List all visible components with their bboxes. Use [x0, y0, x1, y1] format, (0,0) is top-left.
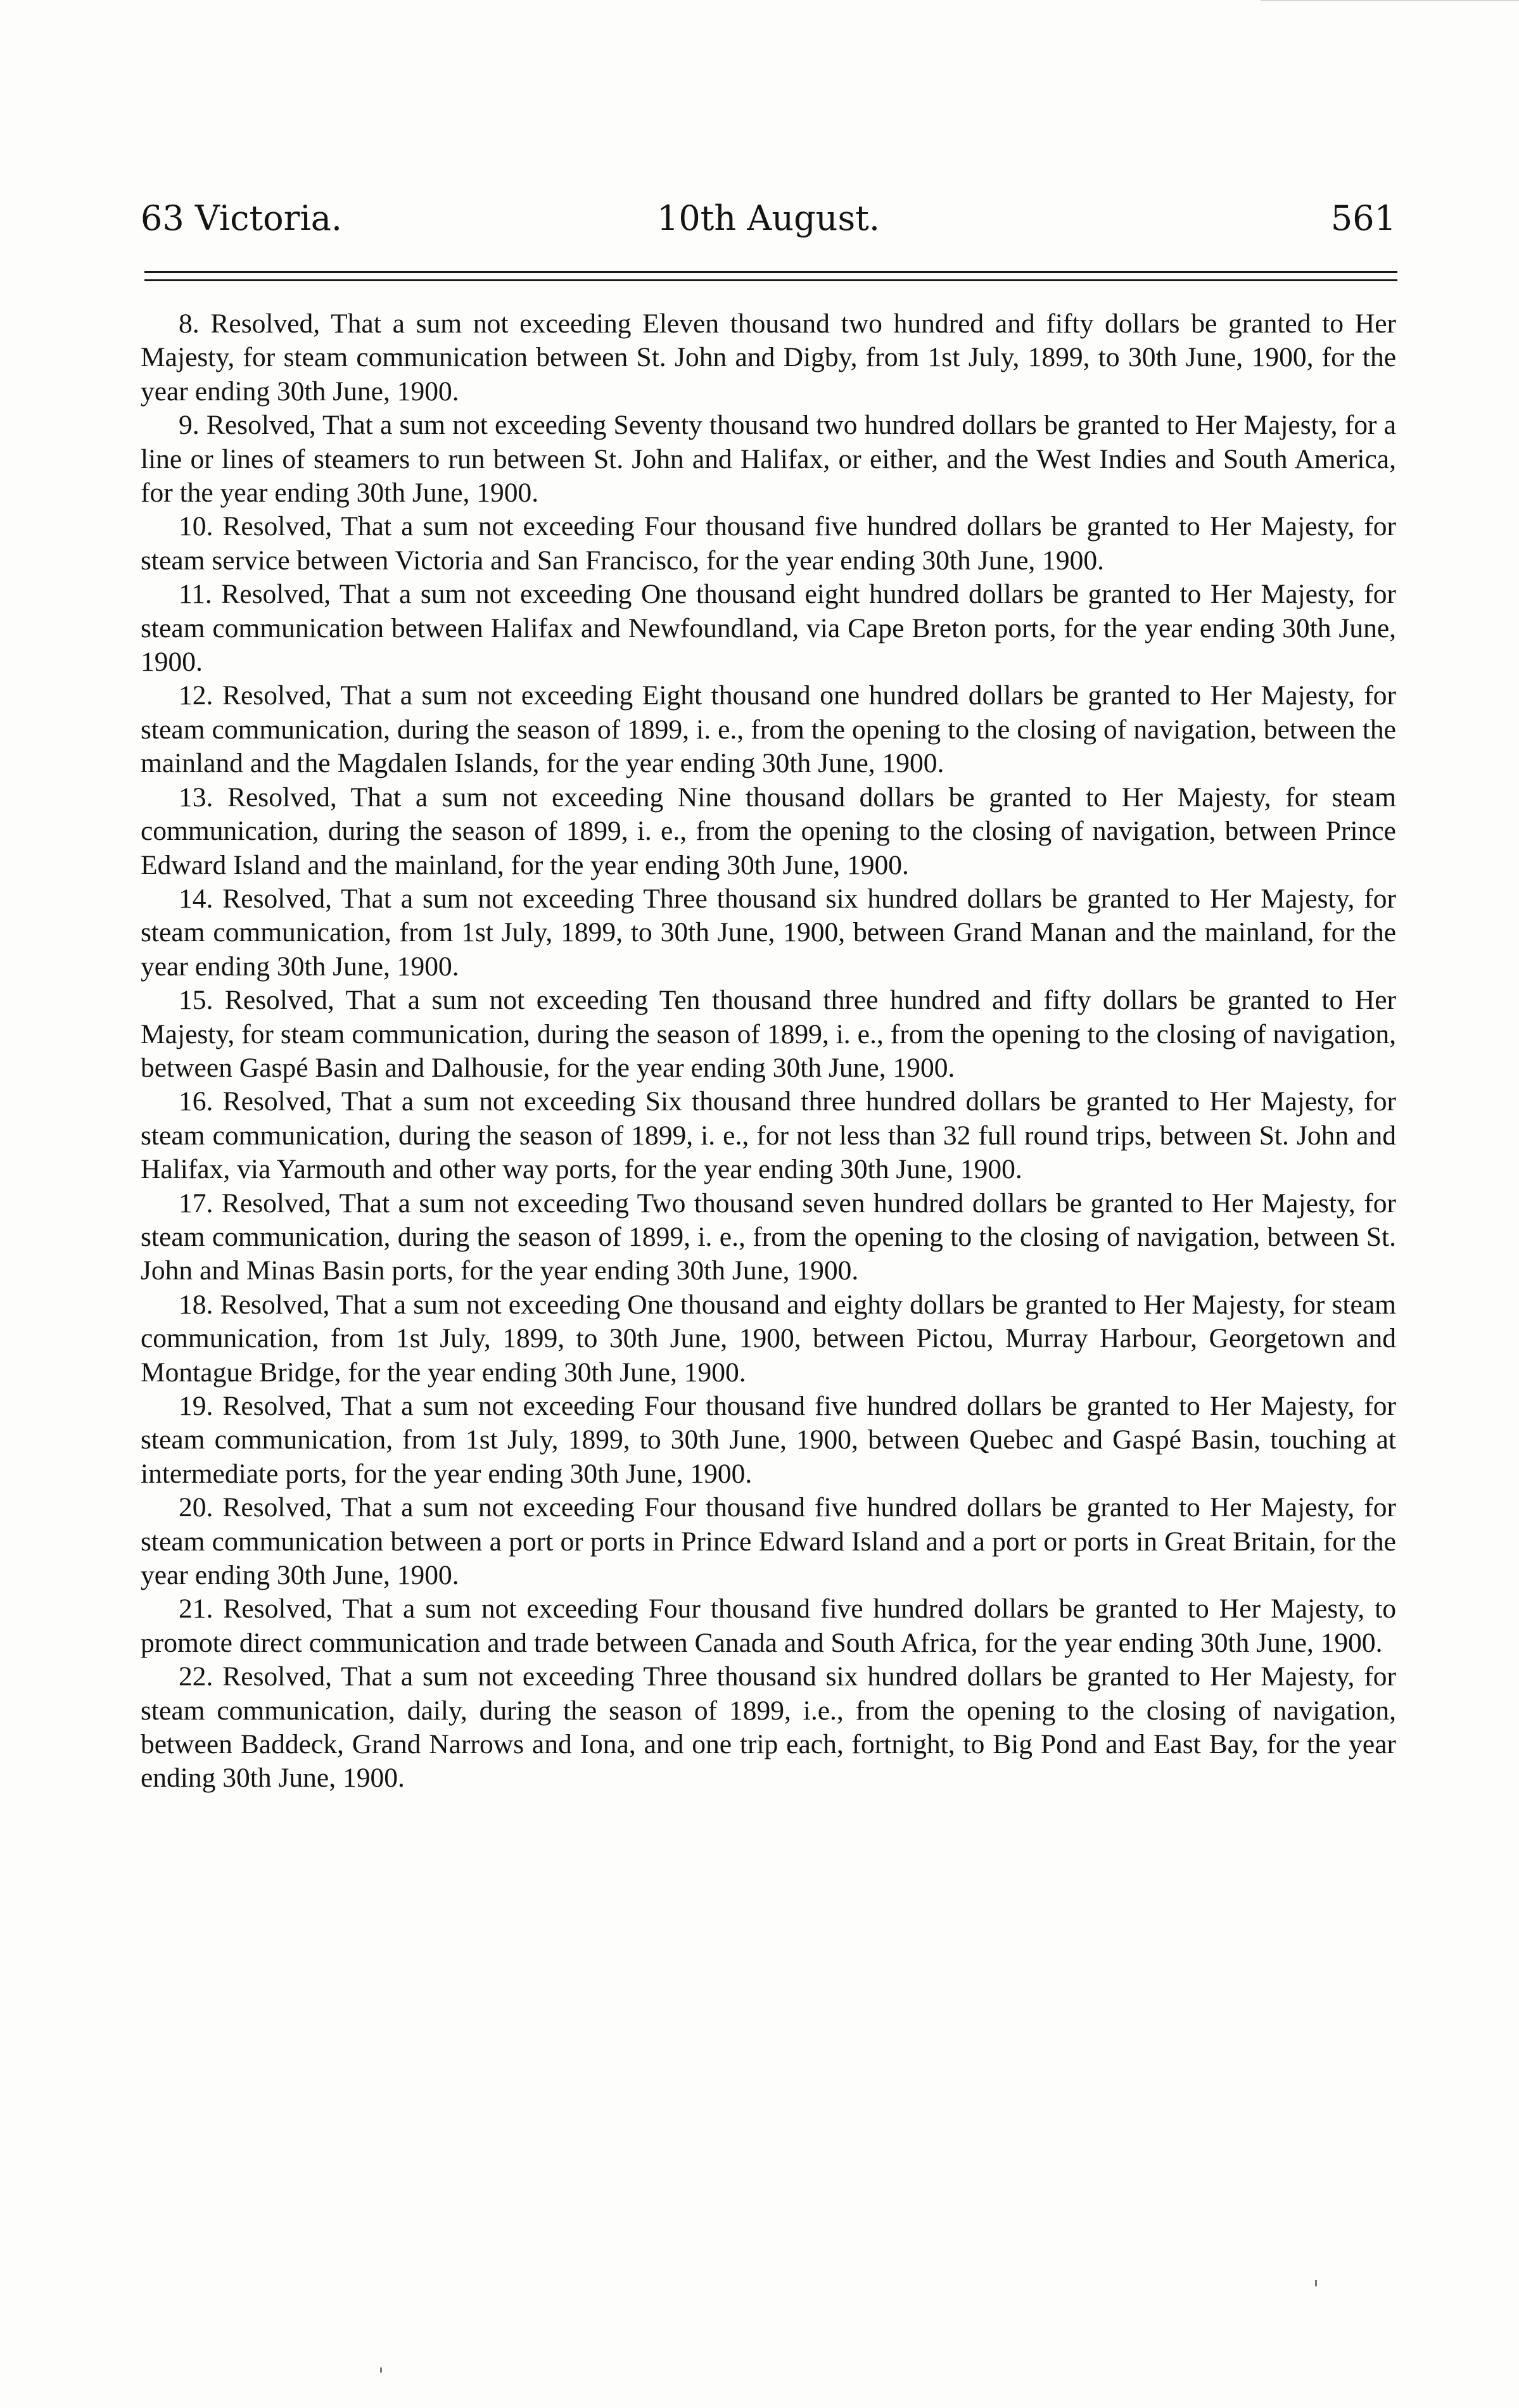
resolutions-body [141, 307, 1396, 1796]
page-number: 561 [1330, 198, 1396, 238]
resolution-text: Resolved, That a sum not exceeding Three thousand six hundred dollars be granted to Her Majesty, for steam communication, from 1st July, 1899, to 30th June, 1900, between Grand Manan and the mainland, for the year ending 30th June, 1900. [141, 883, 1397, 982]
resolution-paragraph [141, 1592, 1396, 1660]
resolution-number: 19. [179, 1391, 213, 1421]
page-header [141, 190, 1396, 247]
resolution-number: 18. [179, 1289, 213, 1320]
header-double-rule [144, 271, 1397, 281]
resolution-paragraph [141, 1288, 1396, 1390]
resolution-text: Resolved, That a sum not exceeding Ten thousand three hundred and fifty dollars be granted to Her Majesty, for steam communication, during the season of 1899, i. e., from the opening to the closing of navigation, between Gaspé Basin and Dalhousie, for the year ending 30th June, 1900. [141, 985, 1397, 1083]
resolution-paragraph [141, 882, 1396, 984]
resolution-number: 8. [179, 308, 200, 339]
resolution-number: 9. [179, 410, 200, 441]
resolution-text: Resolved, That a sum not exceeding Four thousand five hundred dollars be granted to Her Majesty, for steam service between Victoria and San Francisco, for the year ending 30th June, 1900. [141, 511, 1397, 576]
resolution-number: 12. [179, 680, 213, 711]
resolution-text: Resolved, That a sum not exceeding Seventy thousand two hundred dollars be granted to Her Majesty, for a line or lines of steamers to run between St. John and Halifax, or either, and the West Indies and South America, for the year ending 30th June, 1900. [141, 410, 1396, 509]
resolution-paragraph [141, 679, 1396, 780]
resolution-text: Resolved, That a sum not exceeding One thousand and eighty dollars be granted to Her Majesty, for steam communication, from 1st July, 1899, to 30th June, 1900, between Pictou, Murray Harbour, Georgetown and Montague Bridge, for the year ending 30th June, 1900. [141, 1289, 1397, 1388]
resolution-text: Resolved, That a sum not exceeding Four thousand five hundred dollars be granted to Her Majesty, for steam communication between a port or ports in Prince Edward Island and a port or ports in Great Britain, for the year ending 30th June, 1900. [141, 1492, 1397, 1591]
resolution-paragraph [141, 578, 1396, 679]
resolution-text: Resolved, That a sum not exceeding Two thousand seven hundred dollars be granted to Her Majesty, for steam communication, during the season of 1899, i. e., from the opening to the closing of navigation, between St. John and Minas Basin ports, for the year ending 30th June, 1900. [141, 1188, 1397, 1286]
resolution-paragraph [141, 1660, 1396, 1796]
resolution-number: 21. [179, 1594, 213, 1625]
resolution-text: Resolved, That a sum not exceeding Nine thousand dollars be granted to Her Majesty, for steam communication, during the season of 1899, i. e., from the opening to the closing of navigation, between Prince Edward Island and the mainland, for the year ending 30th June, 1900. [141, 782, 1397, 880]
resolution-number: 20. [179, 1492, 213, 1523]
resolution-number: 22. [179, 1661, 213, 1692]
resolution-paragraph [141, 984, 1396, 1085]
resolution-text: Resolved, That a sum not exceeding Four thousand five hundred dollars be granted to Her Majesty, for steam communication, from 1st July, 1899, to 30th June, 1900, between Quebec and Gaspé Basin, touching at intermediate ports, for the year ending 30th June, 1900. [141, 1391, 1397, 1489]
resolution-paragraph [141, 1085, 1396, 1186]
scan-speck [380, 2367, 382, 2373]
resolution-text: Resolved, That a sum not exceeding Six thousand three hundred dollars be granted to Her Majesty, for steam communication, during the season of 1899, i. e., for not less than 32 full round trips, between St. John and Halifax, via Yarmouth and other way ports, for the year ending 30th June, 1900. [141, 1086, 1396, 1185]
resolution-text: Resolved, That a sum not exceeding Three thousand six hundred dollars be granted to Her Majesty, for steam communication, daily, during the season of 1899, i.e., from the opening to the closing of navigation, between Baddeck, Grand Narrows and Iona, and one trip each, fortnight, to Big Pond and East Bay, for the year ending 30th June, 1900. [141, 1661, 1397, 1794]
resolution-number: 11. [179, 579, 212, 610]
resolution-paragraph [141, 781, 1396, 882]
resolution-paragraph [141, 409, 1396, 510]
resolution-paragraph [141, 1187, 1396, 1288]
resolution-number: 17. [179, 1188, 213, 1219]
scan-speck [1315, 2280, 1317, 2286]
corner-scan-mark [1261, 0, 1519, 5]
resolution-paragraph [141, 1491, 1396, 1592]
resolution-number: 15. [179, 985, 213, 1016]
resolution-paragraph [141, 307, 1396, 409]
resolution-number: 16. [179, 1086, 213, 1117]
resolution-text: Resolved, That a sum not exceeding One thousand eight hundred dollars be granted to Her Majesty, for steam communication between Halifax and Newfoundland, via Cape Breton ports, for the year ending 30th June, 1900. [141, 579, 1396, 678]
resolution-text: Resolved, That a sum not exceeding Eleven thousand two hundred and fifty dollars be granted to Her Majesty, for steam communication between St. John and Digby, from 1st July, 1899, to 30th June, 1900, for the year ending 30th June, 1900. [141, 308, 1397, 407]
session-label: 63 Victoria. [141, 198, 343, 238]
resolution-paragraph [141, 1390, 1396, 1491]
resolution-text: Resolved, That a sum not exceeding Eight thousand one hundred dollars be granted to Her Majesty, for steam communication, during the season of 1899, i. e., from the opening to the closing of navigation, between the mainland and the Magdalen Islands, for the year ending 30th June, 1900. [141, 680, 1396, 779]
resolution-paragraph [141, 510, 1396, 578]
resolution-number: 13. [179, 782, 213, 813]
resolution-number: 14. [179, 883, 213, 914]
resolution-text: Resolved, That a sum not exceeding Four thousand five hundred dollars be granted to Her Majesty, to promote direct communication and trade between Canada and South Africa, for the year ending 30th June, 1900. [141, 1594, 1396, 1658]
date-label: 10th August. [656, 198, 880, 238]
resolution-number: 10. [179, 511, 213, 542]
